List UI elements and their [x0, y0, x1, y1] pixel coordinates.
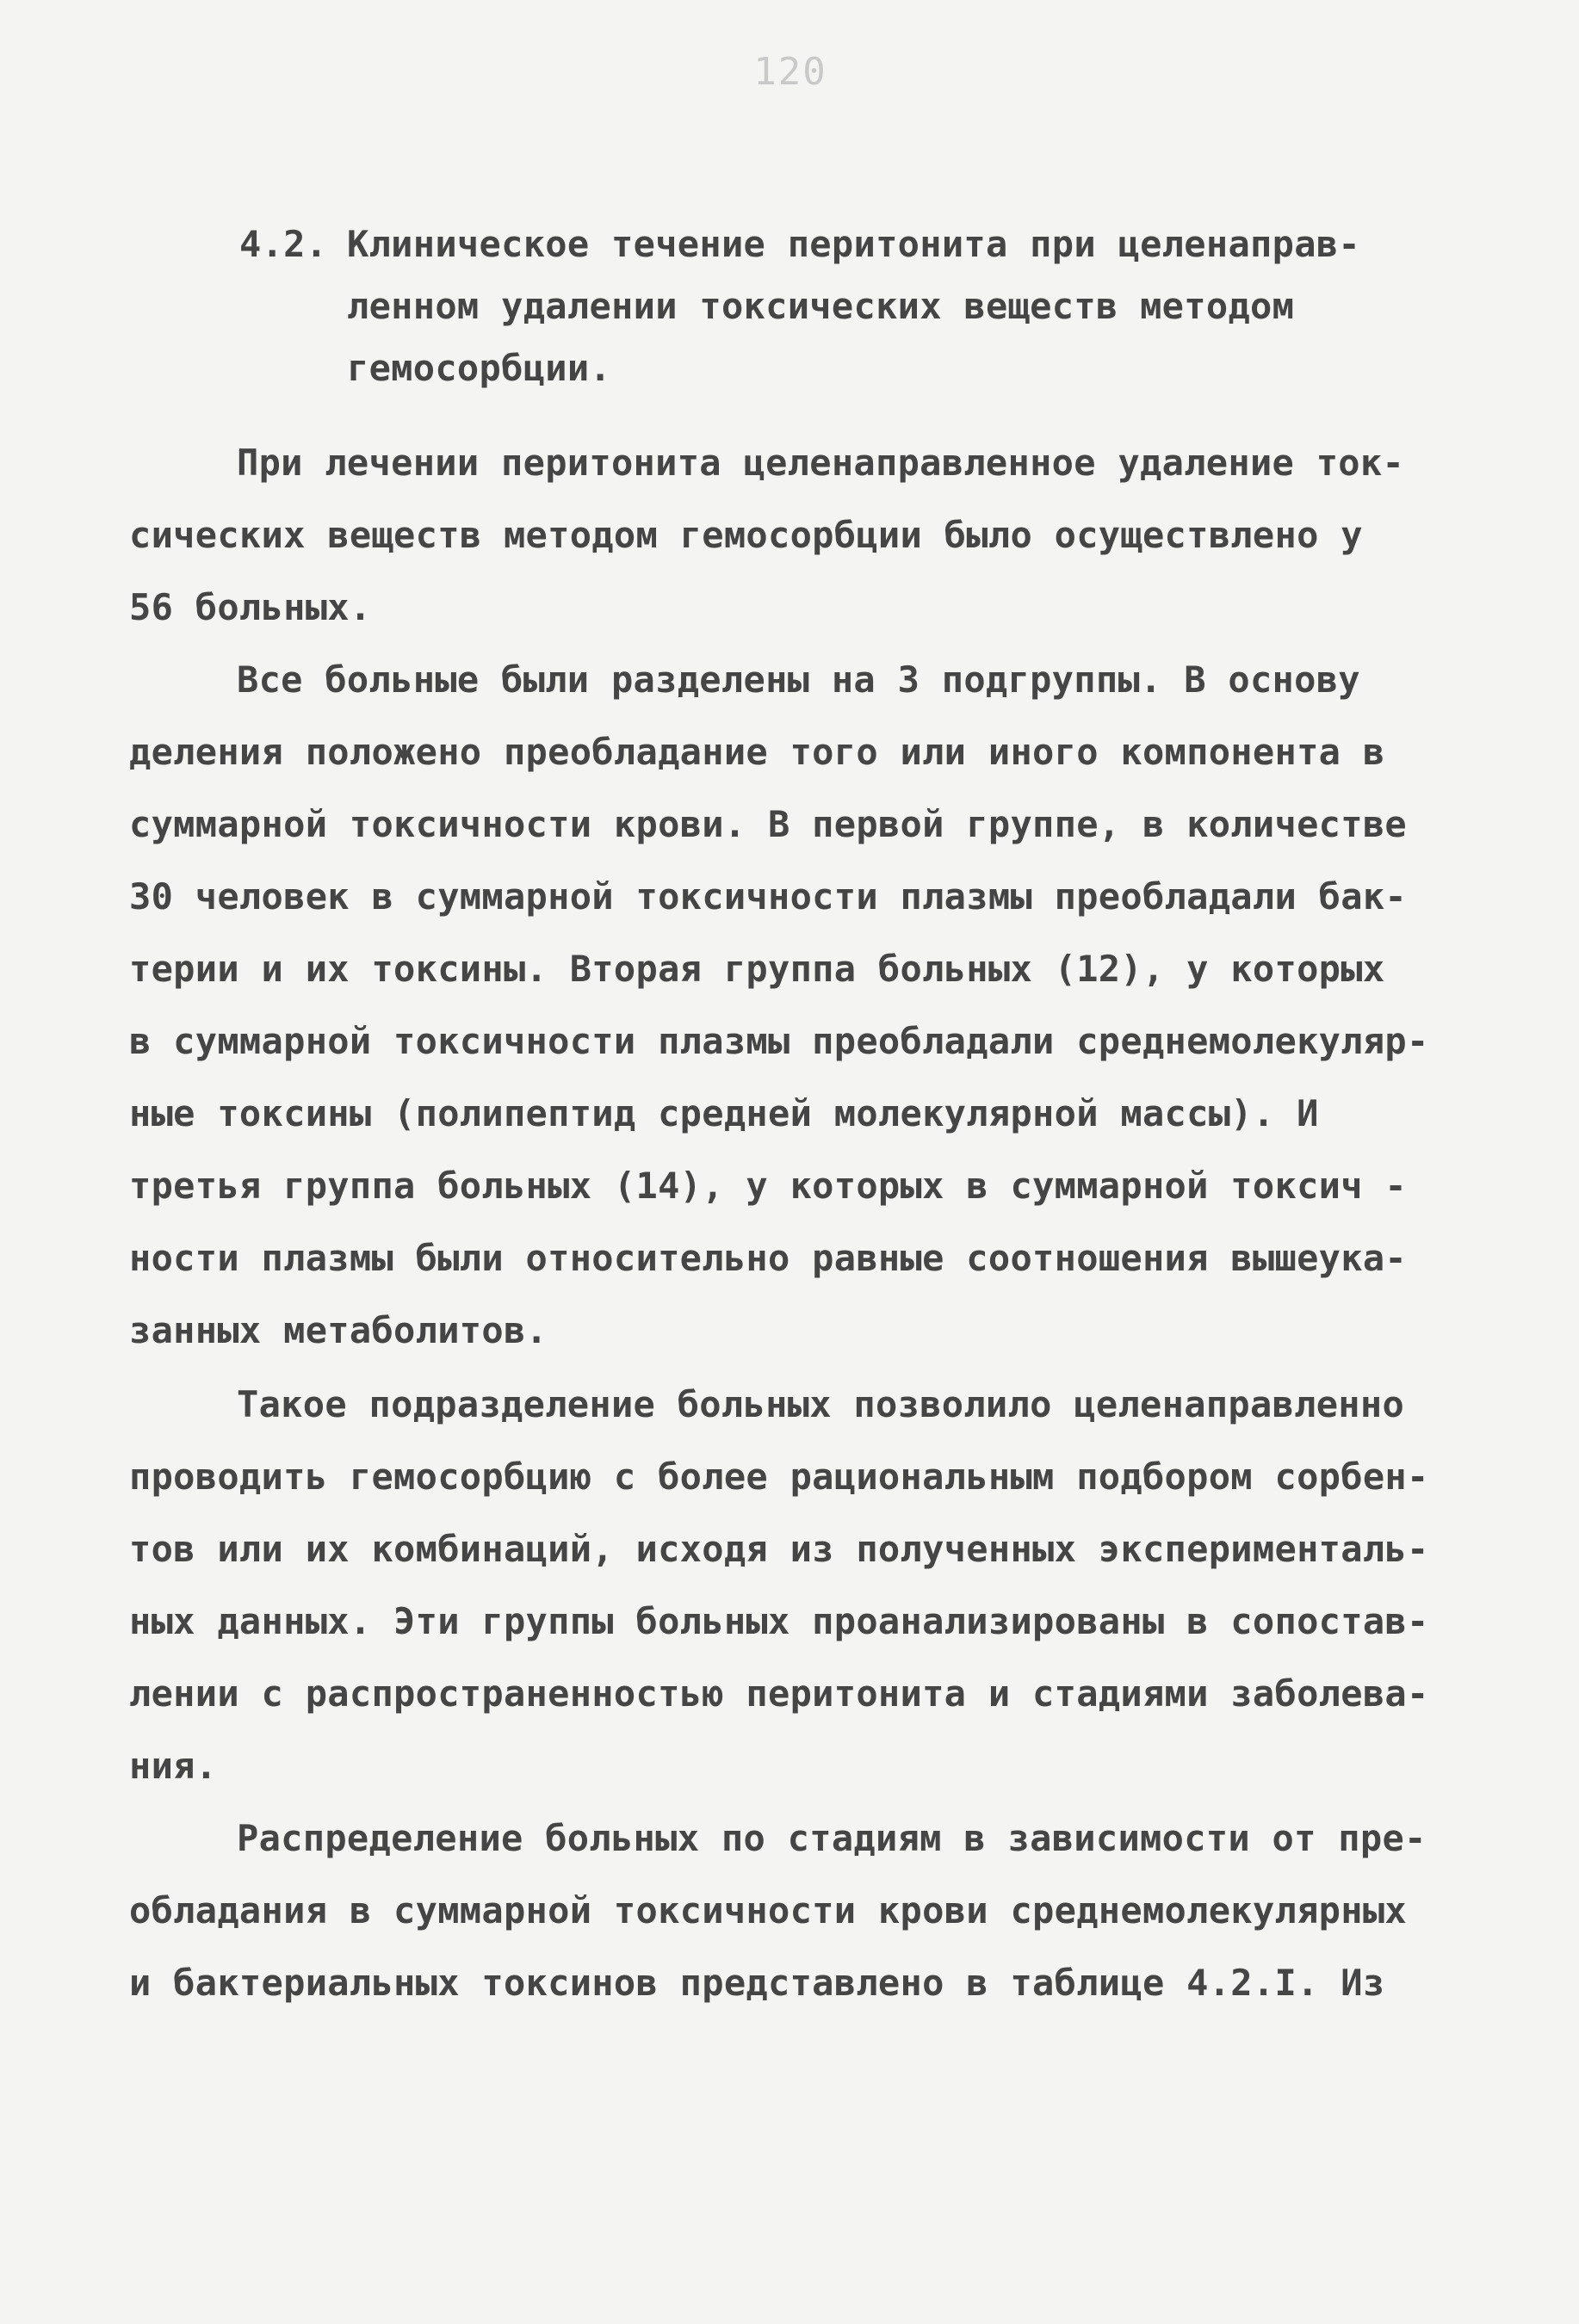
text-line: суммарной токсичности крови. В первой группе, в количестве: [129, 803, 1407, 845]
heading-line: гемосорбции.: [347, 347, 612, 389]
text-line: Такое подразделение больных позволило целенаправленно: [237, 1383, 1405, 1425]
paragraph-1: [129, 427, 1421, 644]
text-line: сических веществ методом гемосорбции было осуществлено у: [129, 514, 1363, 556]
section-heading: [239, 213, 1410, 399]
heading-line: ленном удалении токсических веществ методом: [347, 285, 1295, 327]
paragraph-4: [129, 1802, 1427, 2019]
paragraph-3: [129, 1369, 1429, 1802]
page-number: 120: [753, 50, 827, 94]
text-line: проводить гемосорбцию с более рациональным подбором сорбен-: [129, 1456, 1429, 1498]
text-line: терии и их токсины. Вторая группа больных (12), у которых: [129, 948, 1385, 990]
text-line: третья группа больных (14), у которых в суммарной токсич -: [129, 1165, 1407, 1207]
text-line: обладания в суммарной токсичности крови среднемолекулярных: [129, 1889, 1407, 1932]
text-line: При лечении перитонита целенаправленное удаление ток-: [237, 442, 1405, 484]
text-line: и бактериальных токсинов представлено в таблице 4.2.I. Из: [129, 1962, 1385, 2004]
text-line: в суммарной токсичности плазмы преобладали среднемолекуляр-: [129, 1020, 1429, 1062]
text-line: 56 больных.: [129, 586, 372, 628]
heading-line: Клиническое течение перитонита при целенаправ-: [347, 223, 1360, 265]
text-line: тов или их комбинаций, исходя из полученных эксперименталь-: [129, 1528, 1429, 1570]
text-line: ния.: [129, 1745, 218, 1787]
text-line: ные токсины (полипептид средней молекулярной массы). И: [129, 1092, 1319, 1134]
section-number: 4.2.: [239, 223, 328, 265]
text-line: Все больные были разделены на 3 подгруппы. В основу: [237, 658, 1360, 701]
text-line: лении с распространенностью перитонита и стадиями заболева-: [129, 1672, 1429, 1715]
text-line: ности плазмы были относительно равные соотношения вышеука-: [129, 1237, 1407, 1279]
paragraph-2: [129, 644, 1429, 1367]
text-line: 30 человек в суммарной токсичности плазмы преобладали бак-: [129, 875, 1407, 918]
text-line: деления положено преобладание того или иного компонента в: [129, 731, 1385, 773]
text-line: занных метаболитов.: [129, 1309, 548, 1351]
text-line: ных данных. Эти группы больных проанализированы в сопостав-: [129, 1600, 1429, 1642]
text-line: Распределение больных по стадиям в зависимости от пре-: [237, 1817, 1427, 1859]
